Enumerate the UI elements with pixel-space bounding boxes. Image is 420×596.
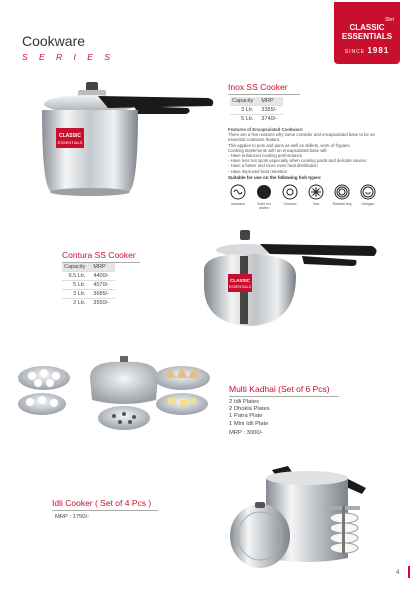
ceramic-icon [282, 184, 298, 200]
inox-product-name: Inox SS Cooker [228, 82, 288, 92]
brand-logo [334, 2, 400, 64]
list-item: 1 Patra Plate [229, 413, 263, 420]
inox-features: Features of Encapsulated Cookware: There are a few reasons why some consider and encapsulated base to be an essential cookware feature. This applies to pots and pans as well as skillets, work of frypans. Cooking implements with an encapsulated base will: - Have enhanced cooking preformance - Have less hot spots especially when cooking pasta and delicate sauces - Have a better and more even heat distribution - Have improved heat retention [228, 127, 375, 174]
hob-ceramic: Ceramic [280, 184, 300, 210]
list-item: 1 Mini Idli Plate [229, 420, 269, 427]
kadhai-price: MRP : 3000/- [229, 430, 264, 436]
page-number-accent [408, 566, 410, 578]
contura-product-name: Contura SS Cooker [62, 250, 136, 260]
idli-name-rule [52, 510, 158, 511]
gas-flame-icon [308, 184, 324, 200]
list-item: 2 Idli Plates [229, 399, 259, 405]
induction-icon [230, 184, 246, 200]
table-row: 2 Ltr. 3550/- [62, 299, 115, 308]
hob-halogen: Halogen [358, 184, 378, 210]
hob-induction: Induction [228, 184, 248, 210]
kadhai-product-name: Multi Kadhai (Set of 6 Pcs) [229, 384, 330, 394]
inox-price-table: Capacity MRP 3 Ltr. 3355/- 5 Ltr. 3740/- [230, 97, 283, 123]
inox-badge-sub: ESSENTIALS [57, 140, 83, 145]
logo-tagline: Shri [385, 17, 394, 23]
idli-price: MRP : 1750/- [55, 514, 90, 520]
table-row: 3 Ltr. 3685/- [62, 290, 115, 299]
logo-since: SINCE 1981 [344, 46, 390, 55]
hob-gas: Gas [306, 184, 326, 210]
table-row: 5 Ltr. 3740/- [230, 115, 283, 124]
inox-cooker-image [38, 78, 220, 198]
hob-types-title: Suitable for use on the following hob types: [228, 175, 322, 180]
table-row: 6.5 Ltr. 4400/- [62, 272, 115, 281]
idli-cooker-image [226, 462, 376, 580]
contura-price-table: Capacity MRP 6.5 Ltr. 4400/- 5 Ltr. 4070/- 3 Ltr. 3685/- 2 Ltr. 3550/- [62, 263, 115, 307]
table-row: 5 Ltr. 4070/- [62, 281, 115, 290]
multi-kadhai-image [14, 356, 214, 436]
hob-solid: Solid hot plates [254, 184, 274, 210]
contura-badge-brand: CLASSIC [230, 278, 250, 283]
kadhai-contents [229, 399, 270, 428]
page-subtitle: S E R I E S [22, 52, 115, 62]
radiant-ring-icon [334, 184, 350, 200]
logo-brand: CLASSIC ESSENTIALS [341, 23, 393, 41]
hob-radiant: Radiant ring [332, 184, 352, 210]
inox-name-rule [228, 94, 300, 95]
solid-plate-icon [256, 184, 272, 200]
inox-badge-brand: CLASSIC [59, 133, 81, 139]
contura-badge-sub: ESSENTIALS [228, 285, 252, 289]
halogen-icon [360, 184, 376, 200]
idli-product-name: Idli Cooker ( Set of 4 Pcs ) [52, 498, 152, 508]
page-number: 4 [396, 570, 400, 576]
kadhai-name-rule [229, 396, 339, 397]
list-item: 2 Dhokla Plates [229, 406, 270, 413]
table-row: 3 Ltr. 3355/- [230, 106, 283, 115]
page-title: Cookware [22, 33, 86, 49]
hob-types [228, 184, 378, 210]
contura-cooker-image [196, 226, 382, 330]
